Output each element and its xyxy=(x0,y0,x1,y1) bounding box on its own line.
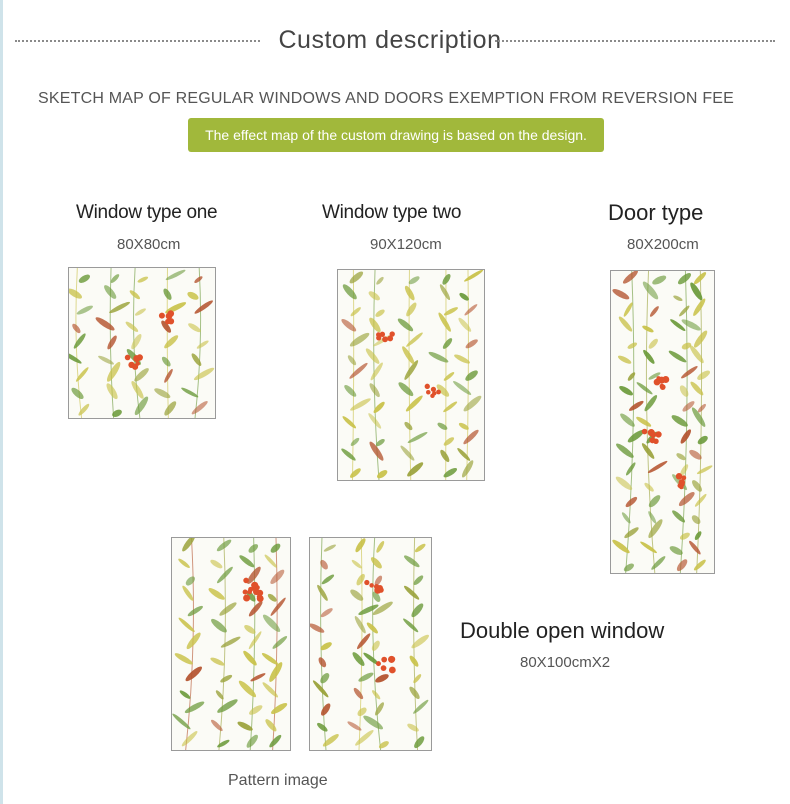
page-subtitle: SKETCH MAP OF REGULAR WINDOWS AND DOORS EXEMPTION FROM REVERSION FEE xyxy=(38,90,735,107)
door-pattern xyxy=(610,270,715,574)
double-window-size: 80X100cmX2 xyxy=(520,654,611,671)
double-window-label: Double open window xyxy=(460,618,665,643)
page-edge-line xyxy=(0,0,3,804)
window-two-size: 90X120cm xyxy=(370,236,442,253)
title-row xyxy=(15,28,775,54)
door-size: 80X200cm xyxy=(627,236,699,253)
window-one-label: Window type one xyxy=(76,202,218,223)
dotted-divider-left xyxy=(15,40,260,44)
window-two-label: Window type two xyxy=(322,202,462,223)
foliage-pattern-icon xyxy=(338,270,484,480)
door-label: Door type xyxy=(608,200,704,225)
double-window-left-pattern xyxy=(171,537,291,751)
foliage-pattern-icon xyxy=(611,271,714,573)
window-one-size: 80X80cm xyxy=(117,236,181,253)
window-two-pattern xyxy=(337,269,485,481)
foliage-pattern-icon xyxy=(172,538,290,750)
pattern-image-caption: Pattern image xyxy=(228,772,328,789)
foliage-pattern-icon xyxy=(310,538,431,750)
page-title: Custom description xyxy=(265,26,515,55)
dotted-divider-right xyxy=(495,40,775,44)
foliage-pattern-icon xyxy=(69,268,215,418)
window-one-pattern xyxy=(68,267,216,419)
double-window-right-pattern xyxy=(309,537,432,751)
info-banner: The effect map of the custom drawing is based on the design. xyxy=(188,118,604,152)
